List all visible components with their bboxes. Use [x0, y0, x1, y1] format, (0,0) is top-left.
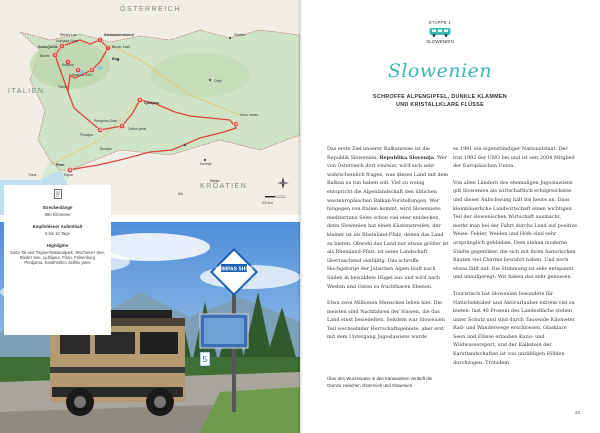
svg-text:4: 4	[67, 60, 69, 65]
svg-text:10: 10	[98, 128, 102, 133]
highlights-label: Highlights	[46, 243, 69, 248]
svg-text:3: 3	[54, 53, 56, 58]
map-graphic	[0, 0, 300, 215]
stay-label: Empfohlener Aufenthalt	[32, 224, 83, 229]
svg-text:8: 8	[139, 98, 141, 103]
distance-value: 600 Kilometer	[44, 212, 71, 217]
country-label-austria: ÖSTERREICH	[120, 6, 181, 13]
svg-text:Postojna: Postojna	[80, 133, 94, 137]
col1-paragraph-2: Etwa zwei Millionen Menschen leben hier. Die meisten sind Nachfahren der Slawen, die das Land einst besiedelten. Seitdem war Slowenien Teil wechselnder Herrschaftsgebiete, aber erst mit dem Untergang Jugoslawiens wurde	[327, 300, 446, 341]
svg-text:7: 7	[107, 46, 109, 51]
svg-text:Škocjan: Škocjan	[100, 147, 113, 151]
text-column-2	[453, 145, 577, 367]
page-number: 21	[575, 411, 581, 416]
photo-caption: Über den Wurzenpass in den Karawanken verläuft die Grenze zwischen Österreich und Slowenien.	[327, 376, 433, 388]
map-scale-label: 25 km	[262, 200, 273, 205]
distance-label: Streckenlänge	[42, 205, 73, 210]
svg-text:1: 1	[99, 38, 101, 43]
col2-paragraph-3: Touristisch hat Slowenien besonders für Naturliebhaber und Aktivurlauber extrem viel zu bieten: fast 40 Prozent des Landesfläche stehen unter Schutz und sind durch Tausende Kilometer Rad- und Wanderwege erschlossen. Glasklare Seen und Flüsse erlauben Kanu- und Wildwassersport, und der Kalkstein der Karstlandschaften ist von unzähligen Höhlen durchzogen. Trotzdem	[453, 290, 576, 366]
camper-van-icon	[429, 27, 451, 37]
route-map	[0, 0, 300, 215]
route-badge: 5	[202, 355, 208, 364]
svg-text:Ljubljana: Ljubljana	[144, 101, 159, 105]
svg-text:Rijeka: Rijeka	[210, 179, 220, 183]
stay-value: 8 bis 10 Tage	[45, 231, 70, 236]
svg-text:Bled: Bled	[112, 57, 120, 61]
highlights-value: Soča-Tal und Triglav-Nationalpark, Wocheiner See, Bleder See, Ljubljana, Piran, Felsenburg Predjama, Karsthöhlen Zelške jame	[10, 250, 105, 266]
svg-text:Zelšce jame: Zelšce jame	[128, 127, 147, 131]
svg-text:Most na Soči: Most na Soči	[72, 73, 92, 77]
svg-text:Predjama Grad: Predjama Grad	[94, 119, 117, 123]
svg-text:Bovec: Bovec	[40, 54, 50, 58]
kompas-sign: KOMPAS SHOP	[215, 266, 253, 273]
svg-text:Krk: Krk	[178, 192, 184, 196]
svg-text:Kočevje: Kočevje	[200, 162, 213, 166]
document-icon	[53, 189, 63, 199]
stage-label: ETAPPE 1	[428, 20, 452, 25]
svg-text:Celje: Celje	[214, 79, 222, 83]
svg-text:Piran: Piran	[56, 163, 65, 167]
col2-paragraph-1: es 1991 ein eigenständiger Nationalstaat. Der trat 1992 der UNO bei und ist seit 2004 Mitglied der Europäischen Union.	[453, 146, 575, 170]
svg-text:12: 12	[234, 122, 238, 127]
chapter-title: Slowenien	[387, 60, 493, 82]
svg-text:Novo mesto: Novo mesto	[240, 113, 259, 117]
svg-text:Kopar: Kopar	[64, 173, 74, 177]
svg-text:5: 5	[77, 68, 79, 73]
svg-text:Triest: Triest	[28, 173, 37, 177]
subtitle-line-1: SCHROFFE ALPENGIPFEL, DUNKLE KLAMMEN	[373, 94, 507, 100]
svg-text:Ribčev Laz: Ribčev Laz	[60, 33, 77, 37]
svg-text:11: 11	[68, 168, 72, 173]
col1-paragraph-1: Das erste Ziel unserer Balkanreise ist die Republik Slowenien, Republika Slovenija. Wer von Österreich dort einreist, wird sich sehr wahrscheinlich fragen, was dieses Land mit dem Balkan zu tun haben soll. Viel zu wenig entspricht die Alpenlandschaft den üblichen westeuropäischen Balkan-Vorstellungen. Wer hingegen von Italien kommt, wird Sloweniens mediterrane Seite schon viel eher entdecken, denn Slowenien hat einen Küstenstreifen, der kleiner ist als Rheinland-Pfalz, denen das Land zu bieten. Obwohl das Land nur etwas größer ist als Rheinland-Pfalz, ist seine Landschaft überraschend vielfältig. Das schroffe Hochgebirge der Julischen Alpen läuft nach Süden in bewaldete Hügel aus und wird nach Westen und Osten zu fruchtbaren Ebenen.	[327, 146, 449, 290]
svg-text:6: 6	[91, 68, 93, 73]
book-gutter	[298, 0, 302, 433]
country-label-italy: ITALIEN	[8, 88, 45, 95]
svg-text:2: 2	[61, 44, 63, 49]
svg-text:Kranjska Gora: Kranjska Gora	[56, 39, 78, 43]
svg-text:Bleder Insel: Bleder Insel	[112, 45, 130, 49]
col2-paragraph-2: Von allen Ländern des ehemaligen Jugoslawiens gilt Slowenien als wirtschaftlich erfolgreichstes und dieser Aufschwung hält bis heute an. Dass kleinbäuerliche Landwirtschaft einen wichtigen Teil der slowenischen Wirtschaft ausmacht, merkt man bei der Fahrt durchs Land auf positive Weise. Felder, Weiden und Höfe sind sehr ursprünglich geblieben. Dem stehen moderne Städte gegenüber, die sich mit ihren historischen Bauten viel Charme bewahrt haben. Und noch etwas fällt auf: Die Stimmung ist sehr entspannt und unaufgeregt: Wir haben das sehr genossen.	[453, 179, 577, 281]
svg-text:Soča-Quelle: Soča-Quelle	[38, 45, 58, 49]
country-label-croatia: KROATIEN	[200, 183, 248, 190]
svg-text:9: 9	[121, 124, 123, 129]
svg-text:Kobarid: Kobarid	[62, 63, 74, 67]
stage-name: SLOWENIEN	[426, 39, 454, 44]
svg-text:Tolmin: Tolmin	[58, 85, 68, 89]
svg-text:Karawankentunnel: Karawankentunnel	[104, 33, 135, 37]
route-info-box	[4, 185, 111, 335]
subtitle-line-2: UND KRISTALLKLARE FLÜSSE	[396, 102, 484, 108]
chapter-subtitle	[360, 93, 520, 109]
svg-text:Maribor: Maribor	[234, 33, 246, 37]
text-column-1	[327, 145, 449, 342]
